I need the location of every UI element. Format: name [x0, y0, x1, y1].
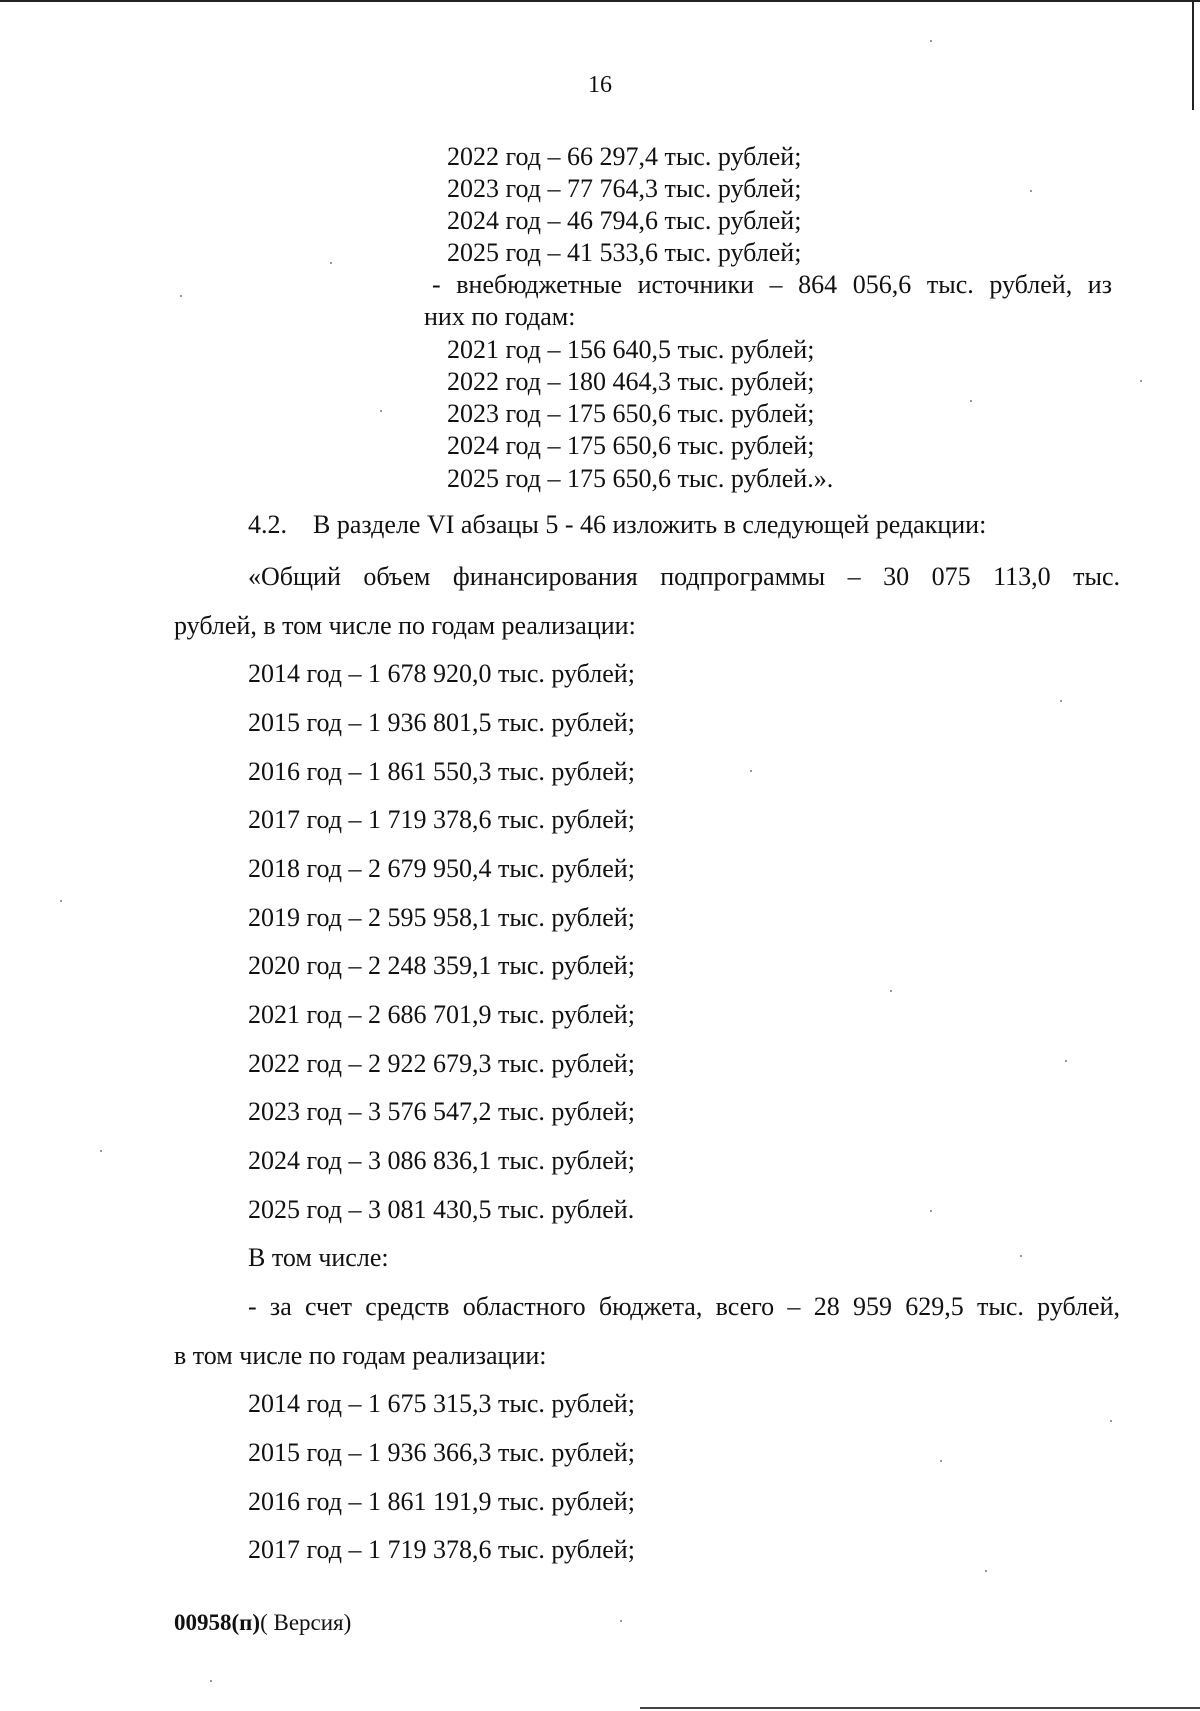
list-item: 2016 год – 1 861 191,9 тыс. рублей;	[248, 1487, 635, 1516]
scan-speck	[930, 40, 932, 42]
list-item: 2014 год – 1 675 315,3 тыс. рублей;	[248, 1389, 635, 1418]
section-heading: 4.2. В разделе VI абзацы 5 - 46 изложить в следующей редакции:	[248, 510, 987, 539]
list-item: 2024 год – 175 650,6 тыс. рублей;	[447, 431, 815, 460]
list-item: 2014 год – 1 678 920,0 тыс. рублей;	[248, 659, 635, 688]
total-paragraph: «Общий объем финансирования подпрограммы – 30 075 113,0 тыс.	[248, 562, 1120, 591]
list-item: 2023 год – 3 576 547,2 тыс. рублей;	[248, 1097, 635, 1126]
list-item: 2021 год – 156 640,5 тыс. рублей;	[447, 335, 815, 364]
extrabudget-paragraph: - внебюджетные источники – 864 056,6 тыс. рублей, из	[432, 270, 1112, 299]
scan-speck	[330, 262, 332, 264]
scan-speck	[940, 1460, 942, 1462]
scan-speck	[930, 1210, 932, 1212]
list-item: 2025 год – 175 650,6 тыс. рублей.».	[447, 464, 834, 493]
list-item: 2015 год – 1 936 366,3 тыс. рублей;	[248, 1438, 635, 1467]
list-item: 2023 год – 77 764,3 тыс. рублей;	[447, 174, 802, 203]
oblast-paragraph: - за счет средств областного бюджета, всего – 28 959 629,5 тыс. рублей,	[248, 1292, 1120, 1321]
scan-speck	[1060, 700, 1062, 702]
scan-speck	[1140, 380, 1142, 382]
scan-speck	[620, 1620, 622, 1622]
list-item: 2022 год – 180 464,3 тыс. рублей;	[447, 367, 815, 396]
scan-speck	[210, 1680, 212, 1682]
scan-speck	[970, 400, 972, 402]
list-item: 2022 год – 2 922 679,3 тыс. рублей;	[248, 1049, 635, 1078]
extrabudget-paragraph-cont: них по годам:	[424, 302, 576, 331]
scan-speck	[1020, 1255, 1022, 1257]
scan-speck	[1030, 190, 1032, 192]
list-item: 2024 год – 46 794,6 тыс. рублей;	[447, 206, 802, 235]
scan-speck	[985, 1570, 987, 1572]
list-item: 2023 год – 175 650,6 тыс. рублей;	[447, 399, 815, 428]
scan-speck	[60, 900, 62, 902]
scan-speck	[1110, 1420, 1112, 1422]
document-code: 00958(п)	[174, 1610, 261, 1635]
list-item: 2024 год – 3 086 836,1 тыс. рублей;	[248, 1146, 635, 1175]
total-paragraph-cont: рублей, в том числе по годам реализации:	[174, 611, 636, 640]
page-number: 16	[588, 72, 612, 98]
document-version: ( Версия)	[260, 1610, 352, 1635]
list-item: 2025 год – 3 081 430,5 тыс. рублей.	[248, 1195, 635, 1224]
scan-edge-bottom	[640, 1707, 1200, 1709]
scan-edge-top	[0, 0, 1200, 2]
scan-speck	[100, 1150, 102, 1152]
scan-speck	[180, 295, 182, 297]
list-item: 2021 год – 2 686 701,9 тыс. рублей;	[248, 1000, 635, 1029]
scan-speck	[380, 410, 382, 412]
list-item: 2020 год – 2 248 359,1 тыс. рублей;	[248, 951, 635, 980]
list-item: 2016 год – 1 861 550,3 тыс. рублей;	[248, 757, 635, 786]
scan-speck	[750, 770, 752, 772]
list-item: 2018 год – 2 679 950,4 тыс. рублей;	[248, 854, 635, 883]
list-item: 2017 год – 1 719 378,6 тыс. рублей;	[248, 805, 635, 834]
list-item: 2015 год – 1 936 801,5 тыс. рублей;	[248, 708, 635, 737]
oblast-paragraph-cont: в том числе по годам реализации:	[174, 1341, 547, 1370]
scan-speck	[1065, 1060, 1067, 1062]
list-item: 2022 год – 66 297,4 тыс. рублей;	[447, 142, 802, 171]
list-item: 2019 год – 2 595 958,1 тыс. рублей;	[248, 903, 635, 932]
list-item: 2017 год – 1 719 378,6 тыс. рублей;	[248, 1535, 635, 1564]
scan-speck	[890, 990, 892, 992]
list-item: 2025 год – 41 533,6 тыс. рублей;	[447, 238, 802, 267]
document-footer	[174, 1610, 351, 1636]
including-label: В том числе:	[248, 1243, 389, 1272]
